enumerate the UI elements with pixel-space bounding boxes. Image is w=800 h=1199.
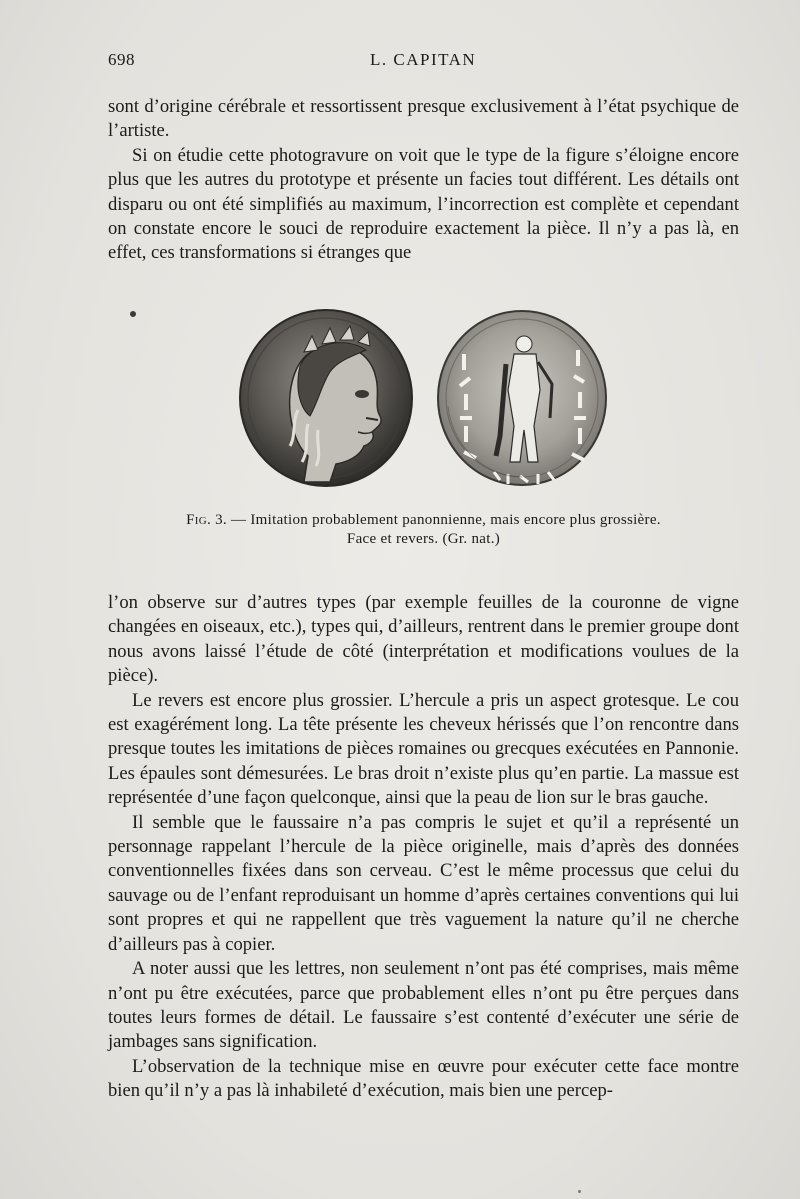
figure-label: Fig. 3. xyxy=(186,512,227,528)
ink-speck xyxy=(578,1190,581,1193)
paragraph: Le revers est encore plus grossier. L’hercule a pris un aspect grotesque. Le cou est exagérément long. La tête présente les cheveux hérissés que l’on rencontre dans presque toutes les imitations de pièces romaines ou grecques exécutées en Pannonie. Les épaules sont démesurées. Le bras droit n’existe plus qu’en partie. La massue est représentée d’une façon quelconque, ainsi que la peau de lion sur le bras gauche. xyxy=(108,689,739,809)
paragraph: sont d’origine cérébrale et ressortissent presque exclusivement à l’état psychique de l’artiste. xyxy=(108,96,739,142)
page-header xyxy=(108,50,738,80)
coin-illustration xyxy=(238,306,608,498)
running-head: L. CAPITAN xyxy=(370,50,477,69)
figure-3 xyxy=(108,306,739,566)
top-text-block xyxy=(108,95,739,266)
figure-caption xyxy=(108,511,739,549)
paragraph: L’observation de la technique mise en œuvre pour exécuter cette face montre bien qu’il n’y a pas là inhabileté d’exécution, mais bien une percep- xyxy=(108,1055,739,1102)
paragraph: A noter aussi que les lettres, non seulement n’ont pas été comprises, mais même n’ont pu être exécutées, parce que probablement elles n’ont pu être perçues dans toutes leurs formes de détail. Le faussaire s’est contenté d’exécuter une série de jambages sans signification. xyxy=(108,958,739,1053)
paragraph: l’on observe sur d’autres types (par exemple feuilles de la couronne de vigne changées en oiseaux, etc.), types qui, d’ailleurs, rentrent dans le premier groupe dont nous avons laissé l’étude de côté (interprétation et modifications voulues de la pièce). xyxy=(108,592,739,687)
coin-obverse xyxy=(240,310,412,486)
page-number: 698 xyxy=(108,50,135,69)
paragraph: Si on étudie cette photogravure on voit que le type de la figure s’éloigne encore plus que les autres du prototype et présente un facies tout différent. Les détails ont disparu ou ont été simplifiés au maximum, l’incorrection est complète et cependant on constate encore le souci de reproduire exactement la pièce. Il n’y a pas là, en effet, ces transformations si étranges que xyxy=(108,144,739,264)
bottom-text-block xyxy=(108,591,739,1104)
caption-line-1 xyxy=(108,511,739,530)
caption-text: — Imitation probablement panonnienne, mais encore plus grossière. xyxy=(226,512,661,528)
coin-reverse xyxy=(438,311,606,485)
paragraph: Il semble que le faussaire n’a pas compris le sujet et qu’il a représenté un personnage rappelant l’hercule de la pièce originelle, mais d’après des données conventionnelles fixées dans son cerveau. C’est le même processus que celui du sauvage ou de l’enfant reproduisant un homme d’après certaines conventions qui lui sont propres et qui ne rappellent que très vaguement la nature qu’il ne cherche d’ailleurs pas à copier. xyxy=(108,811,739,955)
caption-line-2: Face et revers. (Gr. nat.) xyxy=(346,531,501,547)
ink-speck xyxy=(130,311,136,317)
